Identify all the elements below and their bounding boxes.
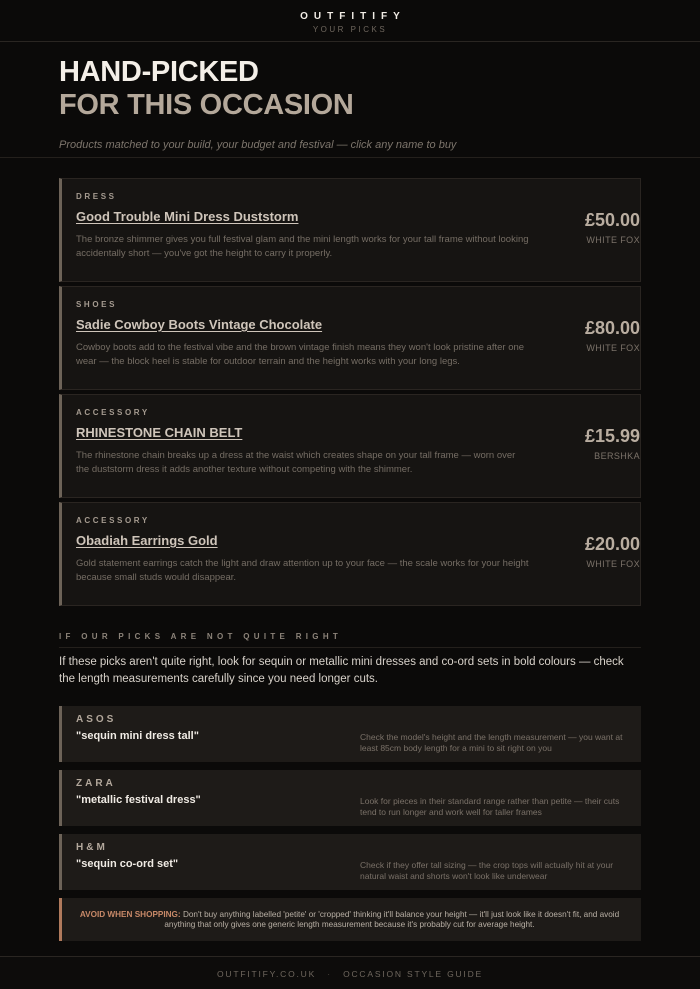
avoid-warning: [59, 898, 641, 941]
tagline: Products matched to your build, your budget and festival — click any name to buy: [59, 139, 457, 151]
page-title-line1: HAND-PICKED: [59, 56, 259, 88]
product-store: WHITE FOX: [586, 235, 640, 245]
brand-subtitle: YOUR PICKS: [312, 25, 388, 34]
page-title-line2: FOR THIS OCCASION: [59, 89, 354, 121]
product-name-link[interactable]: Sadie Cowboy Boots Vintage Chocolate: [76, 317, 323, 332]
product-description: Cowboy boots add to the festival vibe and the brown vintage finish means they won't look pristine after one wear — the block heel is stable for outdoor terrain and the height works with your long legs.: [76, 342, 525, 367]
product-category: ACCESSORY: [76, 408, 150, 417]
avoid-label: AVOID WHEN SHOPPING:: [79, 910, 181, 919]
product-category: DRESS: [76, 192, 117, 201]
product-description: Gold statement earrings catch the light and draw attention up to your face — the scale works for your height because small studs would disappear.: [76, 558, 529, 583]
alternatives-section: [0, 610, 700, 688]
top-bar: [0, 0, 700, 42]
product-card: [59, 394, 641, 498]
footer-site-link[interactable]: OUTFITIFY.CO.UK: [216, 969, 317, 979]
brand-logo[interactable]: OUTFITIFY: [300, 11, 406, 22]
product-store: WHITE FOX: [586, 559, 640, 569]
hero-section: [0, 42, 700, 154]
product-description: The rhinestone chain breaks up a dress at the waist which creates shape on your tall frame — worn over the duststorm dress it adds another texture without competing with the shimmer.: [76, 450, 516, 475]
product-card: [59, 286, 641, 390]
product-list: [0, 158, 700, 606]
store-card: [59, 770, 641, 826]
product-price: £15.99: [584, 426, 640, 446]
footer-guide-label: OCCASION STYLE GUIDE: [343, 969, 483, 979]
store-name: H&M: [76, 842, 108, 853]
page-title: [59, 56, 641, 122]
store-note: Check the model's height and the length measurement — you want at least 85cm body length for a mini to sit right on you: [360, 732, 623, 753]
store-card: [59, 834, 641, 890]
store-note: Look for pieces in their standard range rather than petite — their cuts tend to run longer and work well for taller frames: [360, 796, 620, 817]
footer: [0, 956, 700, 989]
store-search-query: "metallic festival dress": [76, 794, 201, 806]
product-price: £50.00: [584, 210, 640, 230]
footer-separator: ·: [327, 969, 332, 979]
product-store: WHITE FOX: [586, 343, 640, 353]
store-name: ASOS: [76, 714, 117, 725]
store-search-query: "sequin co-ord set": [76, 858, 179, 870]
product-category: ACCESSORY: [76, 516, 150, 525]
store-suggestions: [0, 688, 700, 890]
product-price: £20.00: [584, 534, 640, 554]
product-card: [59, 502, 641, 606]
avoid-text: Don't buy anything labelled 'petite' or 'cropped' thinking it'll balance your height — it'll just look like it doesn't fit, and avoid anything that only gives one generic length measurement because it's probably cut for average height.: [164, 910, 620, 929]
product-name-link[interactable]: Good Trouble Mini Dress Duststorm: [76, 209, 299, 224]
product-name-link[interactable]: Obadiah Earrings Gold: [76, 533, 218, 548]
product-price: £80.00: [584, 318, 640, 338]
product-name-link[interactable]: RHINESTONE CHAIN BELT: [76, 425, 243, 440]
store-note: Check if they offer tall sizing — the crop tops will actually hit at your natural waist and shorts won't look like underwear: [360, 860, 614, 881]
product-description: The bronze shimmer gives you full festival glam and the mini length works for your tall frame without looking accidentally short — you've got the height to carry it properly.: [76, 234, 529, 259]
store-name: ZARA: [76, 778, 116, 789]
product-card: [59, 178, 641, 282]
product-category: SHOES: [76, 300, 118, 309]
store-card: [59, 706, 641, 762]
product-store: BERSHKA: [594, 451, 640, 461]
alternatives-text: If these picks aren't quite right, look for sequin or metallic mini dresses and co-ord sets in bold colours — check the length measurements carefully since you need longer cuts.: [59, 656, 624, 685]
store-search-query: "sequin mini dress tall": [76, 730, 199, 742]
alternatives-heading: IF OUR PICKS ARE NOT QUITE RIGHT: [59, 632, 641, 648]
